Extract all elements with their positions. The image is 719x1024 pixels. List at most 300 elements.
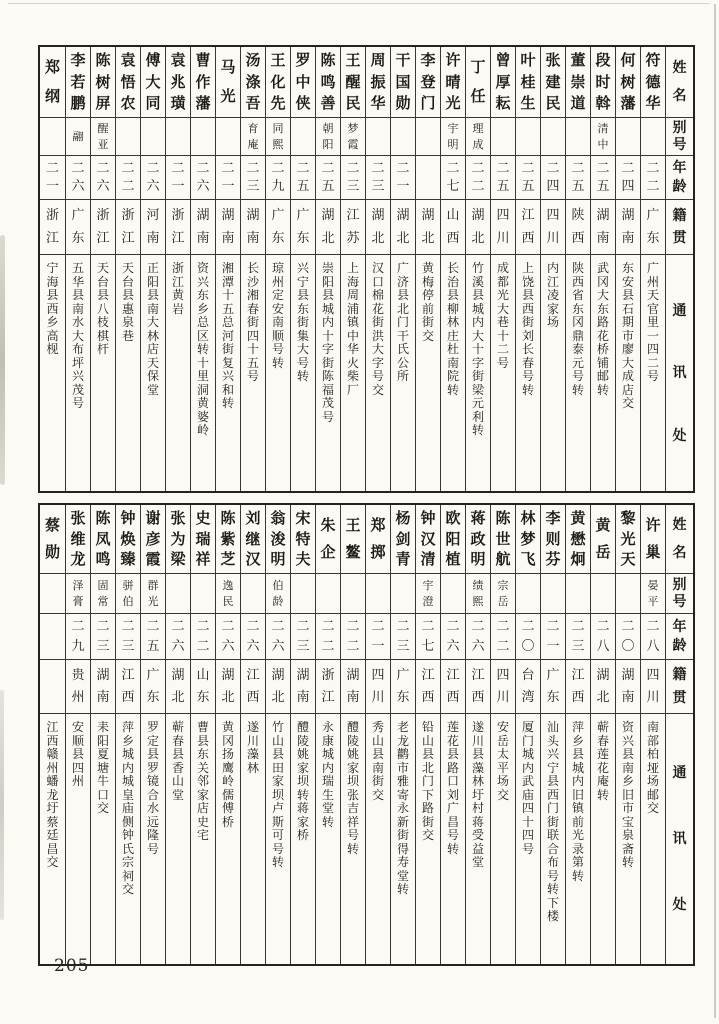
age-cell: 二 六 [91,155,115,199]
address-cell: 遂 川 藻 林 [241,713,265,964]
scan-edge-artifact [714,4,716,1018]
age-cell: 二 二 [316,613,340,659]
address-cell: 江 西 赣 州 蟠 龙 圩 蔡 廷 昌 交 [40,713,65,964]
origin-cell: 江 西 [416,659,440,713]
entry-column [590,47,615,491]
name-cell: 何 树 藩 [620,51,636,112]
alias-cell: 清 中 [591,117,615,155]
name-cell: 袁 悟 农 [120,51,136,112]
origin-cell: 湖 南 [191,199,215,254]
entry-column [140,47,165,491]
name-cell: 黄 懋 炯 [570,508,586,569]
entry-column [440,505,465,964]
age-cell: 二 六 [66,155,90,199]
origin-cell: 广 东 [66,199,90,254]
alias-cell [391,117,415,155]
address-cell: 耒 阳 夏 塘 牛 口 交 [91,713,115,964]
alias-cell [641,117,665,155]
alias-cell [191,117,215,155]
age-cell: 二 一 [40,155,65,199]
origin-cell: 江 西 [466,659,490,713]
name-cell: 王 化 先 [270,51,286,112]
alias-cell: 宗 岳 [491,573,515,613]
alias-cell: 宇 澄 [416,573,440,613]
address-cell: 长 治 县 柳 林 庄 杜 南 院 转 [441,254,465,491]
address-cell: 东 安 县 石 期 市 廖 大 成 店 交 [616,254,640,491]
alias-cell [166,117,190,155]
name-cell: 宋 特 夫 [295,508,311,569]
origin-cell: 湖 南 [241,199,265,254]
name-cell: 朱 企 [320,515,336,562]
entry-column [40,505,65,964]
alias-cell [416,117,440,155]
origin-cell: 四 川 [366,659,390,713]
alias-cell [616,573,640,613]
address-cell: 老 龙 鹳 市 雅 寄 永 新 街 得 寿 堂 转 [391,713,415,964]
age-cell: 二 六 [241,613,265,659]
header-origin: 籍 贯 [666,199,693,254]
name-cell: 汤 涤 吾 [245,51,261,112]
origin-cell: 江 西 [516,199,540,254]
address-cell: 铅 山 县 北 门 下 路 街 交 [416,713,440,964]
alias-cell [291,573,315,613]
name-cell: 张 维 龙 [70,508,86,569]
entry-column [615,505,640,964]
alias-cell [591,573,615,613]
entry-column [115,505,140,964]
address-cell: 秀 山 县 南 街 交 [366,713,390,964]
alias-cell [341,573,365,613]
entry-column [265,505,290,964]
alias-cell: 醒 亚 [91,117,115,155]
origin-cell: 浙 江 [316,659,340,713]
address-cell: 天 台 县 惠 泉 巷 [116,254,140,491]
name-cell: 黄 岳 [595,515,611,562]
address-cell: 资 兴 东 乡 总 区 转 十 里 洞 黄 婆 岭 [191,254,215,491]
alias-cell [166,573,190,613]
alias-cell: 梦 霞 [341,117,365,155]
entry-column [165,47,190,491]
origin-cell: 广 东 [266,199,290,254]
alias-cell: 晏 平 [641,573,665,613]
entry-column [390,505,415,964]
entry-column [365,47,390,491]
alias-cell: 育 庵 [241,117,265,155]
origin-cell: 河 南 [141,199,165,254]
age-cell: 二 三 [391,613,415,659]
alias-cell [366,117,390,155]
header-column [665,505,693,964]
name-cell: 董 崇 道 [570,51,586,112]
age-cell: 二 六 [191,155,215,199]
name-cell: 陈 世 航 [495,508,511,569]
origin-cell: 江 西 [441,659,465,713]
origin-cell: 湖 北 [216,659,240,713]
entry-column [40,47,65,491]
entry-column [140,505,165,964]
origin-cell: 湖 北 [416,199,440,254]
name-cell: 陈 凤 鸣 [95,508,111,569]
age-cell: 二 五 [141,613,165,659]
header-address: 通 讯 处 [666,713,693,964]
name-cell: 黎 光 天 [620,508,636,569]
name-cell: 许 晴 光 [445,51,461,112]
age-cell: 二 五 [516,155,540,199]
entry-column [240,505,265,964]
name-cell: 钟 汉 清 [420,508,436,569]
alias-cell: 固 常 [91,573,115,613]
name-cell: 刘 继 汉 [245,508,261,569]
address-cell: 上 饶 县 西 街 刘 长 春 号 转 [516,254,540,491]
alias-cell [241,573,265,613]
entry-column [465,47,490,491]
name-cell: 周 振 华 [370,51,386,112]
origin-cell: 湖 南 [341,659,365,713]
age-cell: 二 〇 [616,613,640,659]
address-cell: 正 阳 县 南 大 林 店 天 保 堂 [141,254,165,491]
name-cell: 王 鳌 [345,515,361,562]
header-address: 通 讯 处 [666,254,693,491]
origin-cell: 浙 江 [40,199,65,254]
address-cell: 长 沙 湘 春 街 四 十 五 号 [241,254,265,491]
origin-cell: 贵 州 [66,659,90,713]
name-cell: 符 德 华 [645,51,661,112]
age-cell: 二 四 [541,155,565,199]
origin-cell: 江 西 [116,659,140,713]
origin-cell: 湖 南 [91,659,115,713]
address-cell: 湘 潭 十 五 总 河 街 复 兴 和 转 [216,254,240,491]
directory-table-top [38,45,695,493]
name-cell: 谢 彦 霞 [145,508,161,569]
name-cell: 丁 任 [470,58,486,105]
alias-cell [516,117,540,155]
age-cell: 二 六 [141,155,165,199]
name-cell: 张 建 民 [545,51,561,112]
alias-cell: 逸 民 [216,573,240,613]
address-cell: 厦 门 城 内 武 庙 四 十 四 号 [516,713,540,964]
address-cell: 天 台 县 八 枝 棋 杆 [91,254,115,491]
page-number: 205 [54,956,90,976]
alias-cell [566,117,590,155]
address-cell: 遂 川 县 藻 林 圩 村 蒋 受 益 堂 [466,713,490,964]
age-cell: 二 二 [641,155,665,199]
header-alias: 别 号 [666,573,693,613]
origin-cell: 广 东 [391,659,415,713]
age-cell: 二 一 [391,155,415,199]
header-column [665,47,693,491]
scan-smudge-artifact [0,235,5,485]
entry-column [240,47,265,491]
alias-cell [616,117,640,155]
origin-cell: 四 川 [491,199,515,254]
alias-cell: 泽 膏 [66,573,90,613]
age-cell: 二 七 [441,155,465,199]
address-cell: 萍 乡 县 城 内 旧 镇 前 光 录 第 转 [566,713,590,964]
alias-cell [116,117,140,155]
name-cell: 段 时 斡 [595,51,611,112]
age-cell [416,155,440,199]
address-cell: 蕲 春 县 香 山 堂 [166,713,190,964]
address-cell: 汕 头 兴 宁 县 西 门 街 联 合 布 号 转 下 楼 [541,713,565,964]
alias-cell [441,573,465,613]
age-cell: 二 五 [316,155,340,199]
alias-cell: 朝 阳 [316,117,340,155]
entry-column [340,47,365,491]
age-cell: 二 五 [491,155,515,199]
entry-column [565,47,590,491]
alias-cell [516,573,540,613]
address-cell: 广 州 天 官 里 一 四 二 号 [641,254,665,491]
entry-column [515,505,540,964]
header-name: 姓 名 [672,60,687,104]
age-cell: 二 三 [241,155,265,199]
address-cell: 成 都 光 大 巷 十 二 号 [491,254,515,491]
address-cell: 黄 梅 停 前 街 交 [416,254,440,491]
address-cell: 安 顺 县 四 州 [66,713,90,964]
age-cell: 二 八 [641,613,665,659]
entry-column [465,505,490,964]
origin-cell: 广 东 [141,659,165,713]
age-cell: 二 九 [66,613,90,659]
entry-column [440,47,465,491]
entry-column [215,47,240,491]
header-origin: 籍 贯 [666,659,693,713]
origin-cell: 湖 北 [266,659,290,713]
entry-column [340,505,365,964]
origin-cell: 湖 南 [216,199,240,254]
age-cell: 二 三 [116,613,140,659]
origin-cell: 江 苏 [341,199,365,254]
age-cell: 二 九 [266,155,290,199]
age-cell [40,613,65,659]
alias-cell: 同 熙 [266,117,290,155]
alias-cell [216,117,240,155]
origin-cell: 浙 江 [166,199,190,254]
address-cell: 安 岳 太 平 场 交 [491,713,515,964]
origin-cell: 湖 南 [616,199,640,254]
entry-column [90,47,115,491]
origin-cell: 湖 北 [316,199,340,254]
address-cell: 武 冈 大 东 路 花 桥 铺 邮 转 [591,254,615,491]
header-name: 姓 名 [672,517,687,561]
name-cell: 李 登 门 [420,51,436,112]
name-cell: 陈 紫 芝 [220,508,236,569]
name-cell: 叶 桂 生 [520,51,536,112]
origin-cell: 湖 南 [616,659,640,713]
address-cell: 竹 溪 县 城 内 大 十 字 街 梁 元 利 转 [466,254,490,491]
header-alias: 别 号 [666,117,693,155]
entry-column [215,505,240,964]
scan-edge-artifact [8,3,710,4]
name-cell: 林 梦 飞 [520,508,536,569]
name-cell: 干 国 勋 [395,51,411,112]
age-cell: 二 五 [591,155,615,199]
age-cell: 二 四 [616,155,640,199]
entry-column [115,47,140,491]
entry-column [190,505,215,964]
name-cell: 蒋 政 明 [470,508,486,569]
age-cell: 二 六 [266,613,290,659]
origin-cell: 陕 西 [566,199,590,254]
entry-column [565,505,590,964]
name-cell: 钟 焕 臻 [120,508,136,569]
address-cell: 崇 阳 县 城 内 十 字 街 陈 福 茂 号 [316,254,340,491]
age-cell: 二 六 [466,613,490,659]
alias-cell [541,573,565,613]
origin-cell: 浙 江 [116,199,140,254]
entry-column [65,47,90,491]
age-cell: 二 五 [291,155,315,199]
address-cell: 曹 县 东 关 邻 家 店 史 宅 [191,713,215,964]
alias-cell: 伯 龄 [266,573,290,613]
entry-column [290,505,315,964]
origin-cell: 江 西 [241,659,265,713]
address-cell: 上 海 周 浦 镇 中 华 火 柴 厂 [341,254,365,491]
name-cell: 李 则 芬 [545,508,561,569]
alias-cell [40,573,65,613]
entry-column [365,505,390,964]
alias-cell [366,573,390,613]
name-cell: 郑 纲 [44,58,60,105]
name-cell: 杨 剑 青 [395,508,411,569]
age-cell: 二 〇 [516,613,540,659]
age-cell: 二 一 [541,613,565,659]
name-cell: 曾 厚 耘 [495,51,511,112]
entry-column [615,47,640,491]
entry-column [265,47,290,491]
entry-column [315,47,340,491]
header-age: 年 龄 [666,155,693,199]
age-cell: 二 一 [166,155,190,199]
alias-cell [566,573,590,613]
age-cell: 二 一 [216,155,240,199]
address-cell: 永 康 城 内 瑞 生 堂 转 [316,713,340,964]
name-cell: 史 瑞 祥 [195,508,211,569]
address-cell: 兴 宁 县 东 街 集 大 号 转 [291,254,315,491]
address-cell: 琼 州 定 安 南 顺 号 转 [266,254,290,491]
alias-cell: 绩 熙 [466,573,490,613]
entry-column [640,505,665,964]
name-cell: 郑 掷 [370,515,386,562]
alias-cell: 理 成 [466,117,490,155]
address-cell: 浙 江 黄 岩 [166,254,190,491]
entry-column [640,47,665,491]
alias-cell [391,573,415,613]
origin-cell: 湖 南 [591,199,615,254]
alias-cell [141,117,165,155]
age-cell: 二 六 [166,613,190,659]
name-cell: 马 光 [220,58,236,105]
address-cell: 罗 定 县 罗 镜 合 水 远 隆 号 [141,713,165,964]
entry-column [540,47,565,491]
entry-column [540,505,565,964]
alias-cell [291,117,315,155]
address-cell: 醴 陵 姚 家 坝 张 吉 祥 号 转 [341,713,365,964]
alias-cell: 群 光 [141,573,165,613]
age-cell: 二 二 [341,613,365,659]
header-age: 年 龄 [666,613,693,659]
address-cell: 黄 冈 扬 鹰 岭 儒 傅 桥 [216,713,240,964]
alias-cell [40,117,65,155]
alias-cell [541,117,565,155]
address-cell: 资 兴 县 南 乡 旧 市 宝 泉 斋 转 [616,713,640,964]
age-cell: 二 六 [216,613,240,659]
age-cell: 二 三 [91,613,115,659]
origin-cell: 四 川 [641,659,665,713]
alias-cell: 宇 明 [441,117,465,155]
origin-cell: 湖 北 [466,199,490,254]
origin-cell: 四 川 [541,199,565,254]
origin-cell: 湖 北 [591,659,615,713]
entry-column [165,505,190,964]
origin-cell: 山 东 [191,659,215,713]
age-cell: 二 三 [366,155,390,199]
entry-column [415,47,440,491]
address-cell: 萍 乡 城 内 城 皇 庙 侧 钟 氏 宗 祠 交 [116,713,140,964]
origin-cell: 湖 北 [166,659,190,713]
origin-cell: 广 东 [641,199,665,254]
name-cell: 陈 树 屏 [95,51,111,112]
address-cell: 竹 山 县 田 家 坝 卢 斯 可 号 转 [266,713,290,964]
alias-cell: 翮 [66,117,90,155]
entry-column [515,47,540,491]
origin-cell: 江 西 [566,659,590,713]
origin-cell: 台 湾 [516,659,540,713]
directory-table-bottom [38,503,695,966]
address-cell: 宁 海 县 西 乡 高 枧 [40,254,65,491]
age-cell: 二 三 [291,613,315,659]
age-cell: 二 三 [566,613,590,659]
origin-cell: 广 东 [291,199,315,254]
alias-cell [316,573,340,613]
entry-column [315,505,340,964]
age-cell: 二 二 [466,155,490,199]
entry-column [290,47,315,491]
age-cell: 二 五 [566,155,590,199]
entry-column [190,47,215,491]
age-cell: 二 七 [416,613,440,659]
entry-column [90,505,115,964]
origin-cell: 湖 南 [291,659,315,713]
name-cell: 罗 中 侠 [295,51,311,112]
origin-cell: 广 东 [541,659,565,713]
origin-cell [40,659,65,713]
name-cell: 张 为 梁 [170,508,186,569]
age-cell: 二 六 [441,613,465,659]
address-cell: 莲 花 县 路 口 刘 广 昌 号 转 [441,713,465,964]
origin-cell: 湖 北 [366,199,390,254]
origin-cell: 山 西 [441,199,465,254]
age-cell: 二 一 [366,613,390,659]
name-cell: 傅 大 同 [145,51,161,112]
name-cell: 蔡 勋 [44,515,60,562]
address-cell: 五 华 县 南 水 大 布 坪 兴 茂 号 [66,254,90,491]
age-cell: 二 二 [191,613,215,659]
age-cell: 二 二 [491,613,515,659]
name-cell: 王 醒 民 [345,51,361,112]
alias-cell [491,117,515,155]
name-cell: 欧 阳 植 [445,508,461,569]
name-cell: 陈 鸣 善 [320,51,336,112]
entry-column [490,505,515,964]
address-cell: 陕 西 省 东 冈 鼎 泰 元 号 转 [566,254,590,491]
address-cell: 汉 口 棉 花 街 洪 大 字 号 交 [366,254,390,491]
origin-cell: 浙 江 [91,199,115,254]
address-cell: 南 部 柏 垭 场 邮 交 [641,713,665,964]
name-cell: 翁 浚 明 [270,508,286,569]
address-cell: 醴 陵 姚 家 坝 转 蒋 家 桥 [291,713,315,964]
address-cell: 蕲 春 莲 花 庵 转 [591,713,615,964]
